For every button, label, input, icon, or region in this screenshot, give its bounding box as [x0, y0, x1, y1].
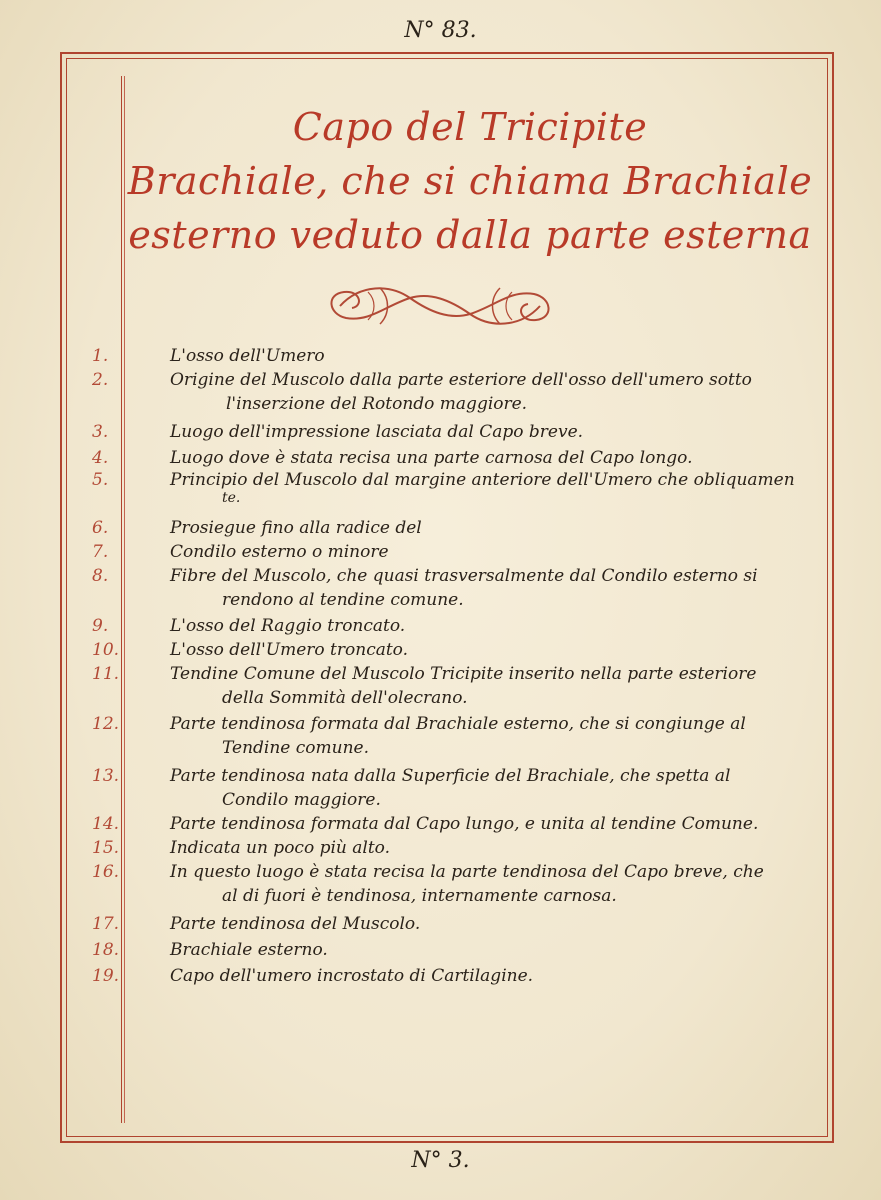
list-item: [0, 836, 881, 860]
list-item: [0, 516, 881, 540]
folio-number-top: N° 83.: [404, 18, 477, 43]
item-text: Parte tendinosa formata dal Brachiale esterno, che si congiunge al: [170, 714, 746, 734]
item-text: Luogo dell'impressione lasciata dal Capo breve.: [170, 422, 584, 442]
legend-list: [0, 344, 881, 990]
list-item: [0, 420, 881, 446]
item-number: 5.: [92, 470, 109, 490]
item-number: 11.: [92, 664, 120, 684]
item-number: 6.: [92, 518, 109, 538]
list-item: [0, 614, 881, 638]
item-number: 10.: [92, 640, 120, 660]
item-number: 15.: [92, 838, 120, 858]
item-number: 12.: [92, 714, 120, 734]
folio-number-bottom: N° 3.: [411, 1148, 470, 1173]
list-item: [0, 446, 881, 470]
list-item: [0, 762, 881, 812]
item-text: Brachiale esterno.: [170, 940, 328, 960]
item-text: Tendine Comune del Muscolo Tricipite inserito nella parte esteriore: [170, 664, 757, 684]
item-text: Parte tendinosa formata dal Capo lungo, e unita al tendine Comune.: [170, 814, 759, 834]
item-text: Parte tendinosa del Muscolo.: [170, 914, 421, 934]
item-text-continuation: te.: [222, 490, 241, 506]
item-text: L'osso dell'Umero: [170, 346, 325, 366]
item-text: Capo dell'umero incrostato di Cartilagine.: [170, 966, 534, 986]
item-number: 13.: [92, 766, 120, 786]
list-item: [0, 964, 881, 990]
item-text-continuation: rendono al tendine comune.: [222, 590, 464, 610]
list-item: [0, 368, 881, 420]
list-item: [0, 812, 881, 836]
list-item: [0, 540, 881, 564]
list-item: [0, 912, 881, 938]
item-number: 3.: [92, 422, 109, 442]
item-number: 1.: [92, 346, 109, 366]
item-text: Indicata un poco più alto.: [170, 838, 391, 858]
item-text: Condilo esterno o minore: [170, 542, 389, 562]
item-text-continuation: della Sommità dell'olecrano.: [222, 688, 468, 708]
list-item: [0, 938, 881, 964]
item-text: Luogo dove è stata recisa una parte carnosa del Capo longo.: [170, 448, 693, 468]
item-number: 4.: [92, 448, 109, 468]
item-text-continuation: Condilo maggiore.: [222, 790, 381, 810]
item-text: Fibre del Muscolo, che quasi trasversalmente dal Condilo esterno si: [170, 566, 758, 586]
item-text: Parte tendinosa nata dalla Superficie del Brachiale, che spetta al: [170, 766, 731, 786]
item-number: 17.: [92, 914, 120, 934]
item-number: 9.: [92, 616, 109, 636]
item-text: In questo luogo è stata recisa la parte tendinosa del Capo breve, che: [170, 862, 764, 882]
list-item: [0, 344, 881, 368]
list-item: [0, 860, 881, 912]
item-number: 16.: [92, 862, 120, 882]
list-item: [0, 470, 881, 516]
item-text-continuation: l'inserzione del Rotondo maggiore.: [226, 394, 528, 414]
list-item: [0, 712, 881, 762]
list-item: [0, 564, 881, 614]
flourish-ornament: [320, 276, 560, 336]
item-text: Origine del Muscolo dalla parte esteriore dell'osso dell'umero sotto: [170, 370, 752, 390]
title-line-3: esterno veduto dalla parte esterna: [128, 213, 812, 257]
item-text-continuation: al di fuori è tendinosa, internamente carnosa.: [222, 886, 617, 906]
item-text-continuation: Tendine comune.: [222, 738, 369, 758]
item-text: Principio del Muscolo dal margine anteriore dell'Umero che obliquamen: [170, 470, 795, 490]
list-item: [0, 662, 881, 712]
list-item: [0, 638, 881, 662]
item-text: L'osso del Raggio troncato.: [170, 616, 406, 636]
page-title: [120, 100, 820, 262]
item-number: 8.: [92, 566, 109, 586]
item-text: L'osso dell'Umero troncato.: [170, 640, 409, 660]
title-line-1: Capo del Tricipite: [292, 105, 648, 149]
item-number: 18.: [92, 940, 120, 960]
item-number: 14.: [92, 814, 120, 834]
item-number: 19.: [92, 966, 120, 986]
title-line-2: Brachiale, che si chiama Brachiale: [127, 159, 813, 203]
item-number: 7.: [92, 542, 109, 562]
item-number: 2.: [92, 370, 109, 390]
item-text: Prosiegue fino alla radice del: [170, 518, 422, 538]
